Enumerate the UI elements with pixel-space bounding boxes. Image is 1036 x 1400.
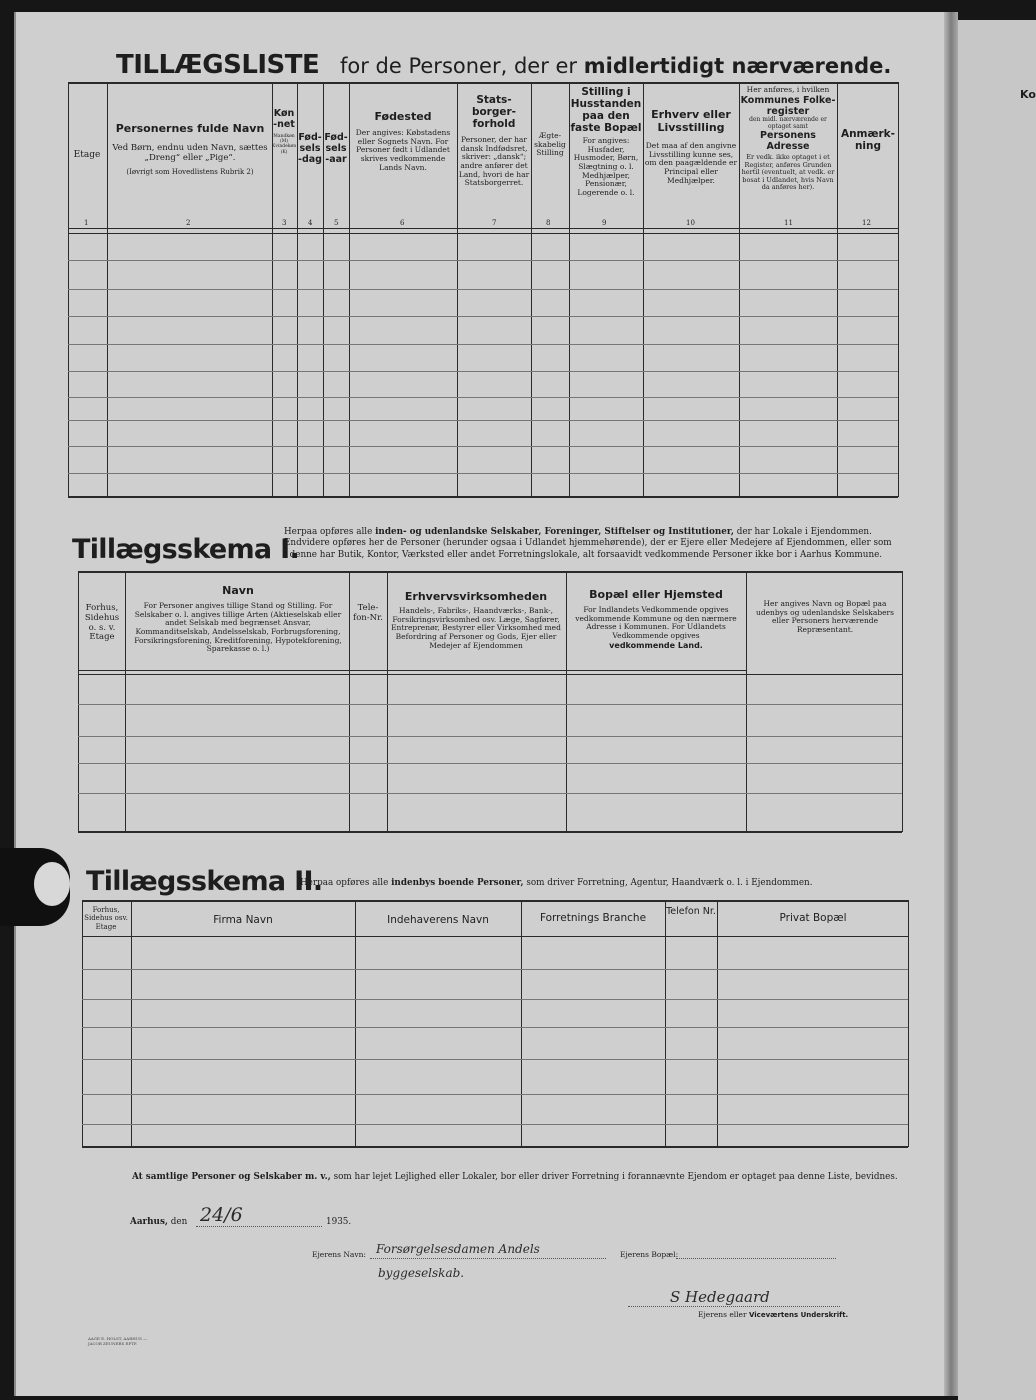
s1-col-bopael-header: Bopæl eller Hjemsted For Indlandets Vedkommende opgives vedkommende Kommune og den nærmere Adresse i Kommunen. For Udlandets Vedkommende opgives vedkommende Land.	[575, 588, 737, 650]
certification-statement: At samtlige Personer og Selskaber m. v., som har lejet Lejlighed eller Lokaler, bor eller driver Forretning i forannævnte Ejendom er optaget paa denne Liste, bevidnes.	[132, 1172, 898, 1182]
table-row-line	[68, 420, 898, 421]
col-num: 10	[686, 219, 695, 227]
binder-clip-tip	[34, 862, 70, 906]
col-foedselsdag-header: Fød-sels-dag	[298, 132, 322, 165]
s2-col-indehaver-header: Indehaverens Navn	[387, 914, 489, 926]
table-row-line	[68, 371, 898, 372]
table-row-line	[82, 969, 908, 970]
tillaegsliste-title: TILLÆGSLISTE	[116, 50, 320, 80]
col-num: 5	[334, 219, 339, 227]
col-statsborger-header: Stats-borger-forhold Personer, der har dansk Indfødsret, skriver: „dansk“; andre anfører det Land, hvori de har Statsborgerret.	[458, 94, 530, 188]
skema1-title: Tillægsskema I.	[72, 534, 300, 565]
col-num: 4	[308, 219, 313, 227]
right-page	[958, 20, 1036, 1400]
table-row-line	[78, 736, 902, 737]
subtitle-text: for de Personer, der er	[340, 54, 578, 78]
col-num: 7	[492, 219, 497, 227]
date-line: Aarhus, den	[130, 1217, 188, 1227]
table-column-line	[521, 900, 522, 1147]
owner-name-label: Ejerens Navn:	[312, 1250, 366, 1259]
table-column-line	[902, 571, 903, 832]
col-aegteskab-header: Ægte-skabelig Stilling	[534, 131, 566, 158]
col-navn-header: Personernes fulde Navn Ved Børn, endnu uden Navn, sættes „Dreng“ eller „Pige“. (Iøvrigt som Hovedlistens Rubrik 2)	[112, 122, 268, 176]
col-etage-header: Etage	[73, 150, 101, 160]
right-page-fragment: Ko	[1020, 88, 1036, 101]
col-koen-header: Køn-net Mandkøn (M) Kvindekøn (K)	[272, 108, 297, 155]
table-row-line	[68, 289, 898, 290]
table-row-line	[68, 260, 898, 261]
date-handwritten: 24/6	[200, 1204, 243, 1226]
table-row-line	[68, 344, 898, 345]
table-row-line	[78, 704, 902, 705]
col-num: 1	[84, 219, 89, 227]
col-num: 6	[400, 219, 405, 227]
table-row-line	[68, 446, 898, 447]
tillaegsliste-subtitle	[340, 54, 891, 78]
table-column-line	[131, 900, 132, 1147]
col-num: 3	[282, 219, 287, 227]
s2-col-etage-header: Forhus, Sidehus osv. Etage	[84, 906, 128, 931]
col-stilling-header: Stilling i Husstanden paa den faste Bopæl For angives: Husfader, Husmoder, Børn, Slægtning o. l. Medhjælper, Pensionær, Logerende o. l.	[570, 86, 642, 197]
s1-col-etage-header: Forhus, Sidehus o. s. v. Etage	[84, 603, 120, 643]
table-row-line	[68, 397, 898, 398]
table-row-line	[82, 1027, 908, 1028]
table-row-line	[68, 473, 898, 474]
table-column-line	[898, 82, 899, 497]
table-row-line	[82, 1094, 908, 1095]
table-row-line	[82, 999, 908, 1000]
col-erhverv-header: Erhverv eller Livsstilling Det maa af den angivne Livsstilling kunne ses, om den paagældende er Principal eller Medhjælper.	[644, 108, 738, 185]
col-anmaerkning-header: Anmærk-ning	[840, 128, 896, 152]
col-num: 11	[784, 219, 793, 227]
table-column-line	[717, 900, 718, 1147]
s1-col-repraesentant-header: Her angives Navn og Bopæl paa udenbys og udenlandske Selskabers eller Personers herværende Repræsentant.	[755, 599, 894, 634]
owner-name-handwritten: Forsørgelsesdamen Andels	[376, 1242, 540, 1256]
owner-address-label: Ejerens Bopæl:	[620, 1250, 679, 1259]
col-foedselsaar-header: Fød-sels-aar	[324, 132, 348, 165]
skema2-description: Herpaa opføres alle indenbys boende Personer, som driver Forretning, Agentur, Haandværk o. l. i Ejendommen.	[300, 878, 813, 888]
table-row-line	[82, 1059, 908, 1060]
table-column-line	[355, 900, 356, 1147]
table-row-line	[82, 1124, 908, 1125]
signature-handwritten: S Hedegaard	[670, 1288, 770, 1306]
subtitle-bold: midlertidigt nærværende.	[583, 54, 892, 78]
col-num: 8	[546, 219, 551, 227]
s1-col-erhverv-header: Erhvervsvirksomheden Handels-, Fabriks-, Haandværks-, Bank-, Forsikringsvirksomhed osv. Læge, Sagfører, Entreprenør, Bestyrer eller Virksomhed med Befordring af Personer og Gods, Ejer eller Medejer af Ejendommen	[391, 590, 561, 650]
col-num: 9	[602, 219, 607, 227]
col-folkeregister-header: Her anføres, i hvilken Kommunes Folke-register den midl. nærværende er optaget samt Personens Adresse Er vedk. ikke optaget i et Register, anføres Grunden hertil (eventuelt, at vedk. er bosat i Udlandet, hvis Navn da anføres her).	[740, 85, 836, 192]
table-row-line	[68, 316, 898, 317]
year: 1935.	[326, 1217, 352, 1227]
col-num: 12	[862, 219, 871, 227]
s2-col-bopael-header: Privat Bopæl	[779, 912, 847, 924]
book-spine	[944, 12, 958, 1396]
col-num: 2	[186, 219, 191, 227]
printer-mark: AAGE E. HOLST, AARHUS — JACOB ZEUNERS EFTF.	[88, 1336, 148, 1347]
skema1-description: Herpaa opføres alle inden- og udenlandske Selskaber, Foreninger, Stiftelser og Institutioner, der har Lokale i Ejendommen. Endvidere opføres her de Personer (herunder ogsaa i Udlandet hjemmehørende), der er Ejere eller Medejere af Ejendommen, eller som i denne har Butik, Kontor, Værksted eller andet Forretningslokale, alt forsaavidt vedkommende Personer ikke bor i Aarhus Kommune.	[284, 527, 892, 560]
s1-col-telefon-header: Tele-fon-Nr.	[353, 603, 383, 623]
s2-col-branche-header: Forretnings Branche	[539, 912, 647, 924]
table-column-line	[665, 900, 666, 1147]
signature-label: Ejerens eller Viceværtens Underskrift.	[698, 1310, 849, 1319]
owner-name-handwritten-2: byggeselskab.	[378, 1266, 465, 1280]
s1-col-navn-header: Navn For Personer angives tillige Stand og Stilling. For Selskaber o. l. angives tillige Arten (Aktieselskab eller andet Selskab med begrænset Ansvar, Kommanditselskab, Andelsselskab, Forbrugsforening, Forsikringsforening, Kreditforening, Hypotekforening, Sparekasse o. l.)	[134, 584, 342, 654]
col-foedested-header: Fødested Der angives: Købstadens eller Sognets Navn. For Personer født i Udlandet skrives vedkommende Lands Navn.	[355, 110, 451, 172]
table-row-line	[78, 763, 902, 764]
table-row-line	[78, 793, 902, 794]
s2-col-firma-header: Firma Navn	[213, 914, 273, 926]
table-column-line	[82, 900, 83, 1147]
skema2-title: Tillægsskema II.	[86, 866, 323, 897]
s2-col-telefon-header: Telefon Nr.	[666, 906, 716, 917]
table-column-line	[908, 900, 909, 1147]
